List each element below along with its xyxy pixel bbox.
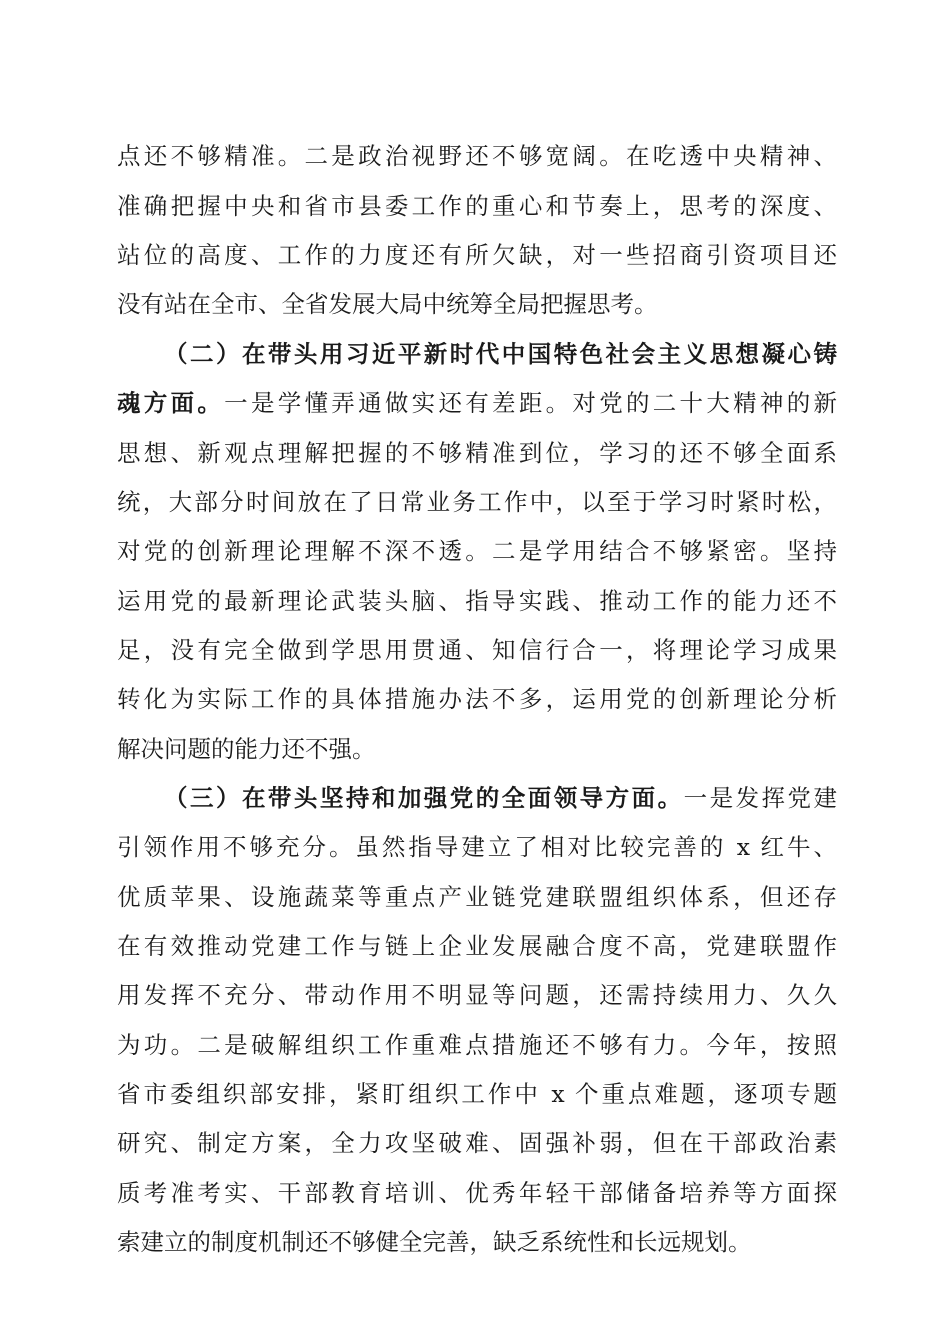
paragraph-line: 准确把握中央和省市县委工作的重心和节奏上，思考的深度、 (117, 192, 837, 220)
paragraph-line: （三）在带头坚持和加强党的全面领导方面。一是发挥党建 (164, 784, 838, 812)
paragraph-line: 解决问题的能力还不强。 (117, 735, 376, 763)
paragraph-line: 引领作用不够充分。虽然指导建立了相对比较完善的 x 红牛、 (117, 833, 837, 861)
paragraph-line: 在有效推动党建工作与链上企业发展融合度不高，党建联盟作 (117, 932, 837, 960)
paragraph-line: 思想、新观点理解把握的不够精准到位，学习的还不够全面系 (117, 439, 837, 467)
paragraph-line: 研究、制定方案，全力攻坚破难、固强补弱，但在干部政治素 (117, 1129, 837, 1157)
paragraph-line: 转化为实际工作的具体措施办法不多，运用党的创新理论分析 (117, 685, 837, 713)
paragraph-line: 点还不够精准。二是政治视野还不够宽阔。在吃透中央精神、 (117, 142, 837, 170)
section-heading: 魂方面。 (117, 389, 225, 417)
paragraph-line: 足，没有完全做到学思用贯通、知信行合一，将理论学习成果 (117, 636, 837, 664)
paragraph-line: 质考准考实、干部教育培训、优秀年轻干部储备培养等方面探 (117, 1179, 837, 1207)
paragraph-line: 统，大部分时间放在了日常业务工作中，以至于学习时紧时松， (117, 488, 837, 516)
paragraph-line: 站位的高度、工作的力度还有所欠缺，对一些招商引资项目还 (117, 241, 837, 269)
section-heading-line (164, 334, 837, 374)
paragraph-line: 优质苹果、设施蔬菜等重点产业链党建联盟组织体系，但还存 (117, 883, 837, 911)
paragraph-line: 魂方面。一是学懂弄通做实还有差距。对党的二十大精神的新 (117, 389, 838, 417)
paragraph-line: 对党的创新理论理解不深不透。二是学用结合不够紧密。坚持 (117, 537, 837, 565)
paragraph-line: 运用党的最新理论武装头脑、指导实践、推动工作的能力还不 (117, 587, 837, 615)
paragraph-line: 省市委组织部安排，紧盯组织工作中 x 个重点难题，逐项专题 (117, 1080, 837, 1108)
paragraph-line: 索建立的制度机制还不够健全完善，缺乏系统性和长远规划。 (117, 1228, 752, 1256)
section-heading: （二）在带头用习近平新时代中国特色社会主义思想凝心铸 (164, 340, 837, 368)
paragraph-line: 用发挥不充分、带动作用不明显等问题，还需持续用力、久久 (117, 981, 837, 1009)
paragraph-line: 没有站在全市、全省发展大局中统筹全局把握思考。 (117, 290, 658, 318)
paragraph-line: 为功。二是破解组织工作重难点措施还不够有力。今年，按照 (117, 1031, 837, 1059)
section-heading: （三）在带头坚持和加强党的全面领导方面。 (164, 784, 684, 812)
